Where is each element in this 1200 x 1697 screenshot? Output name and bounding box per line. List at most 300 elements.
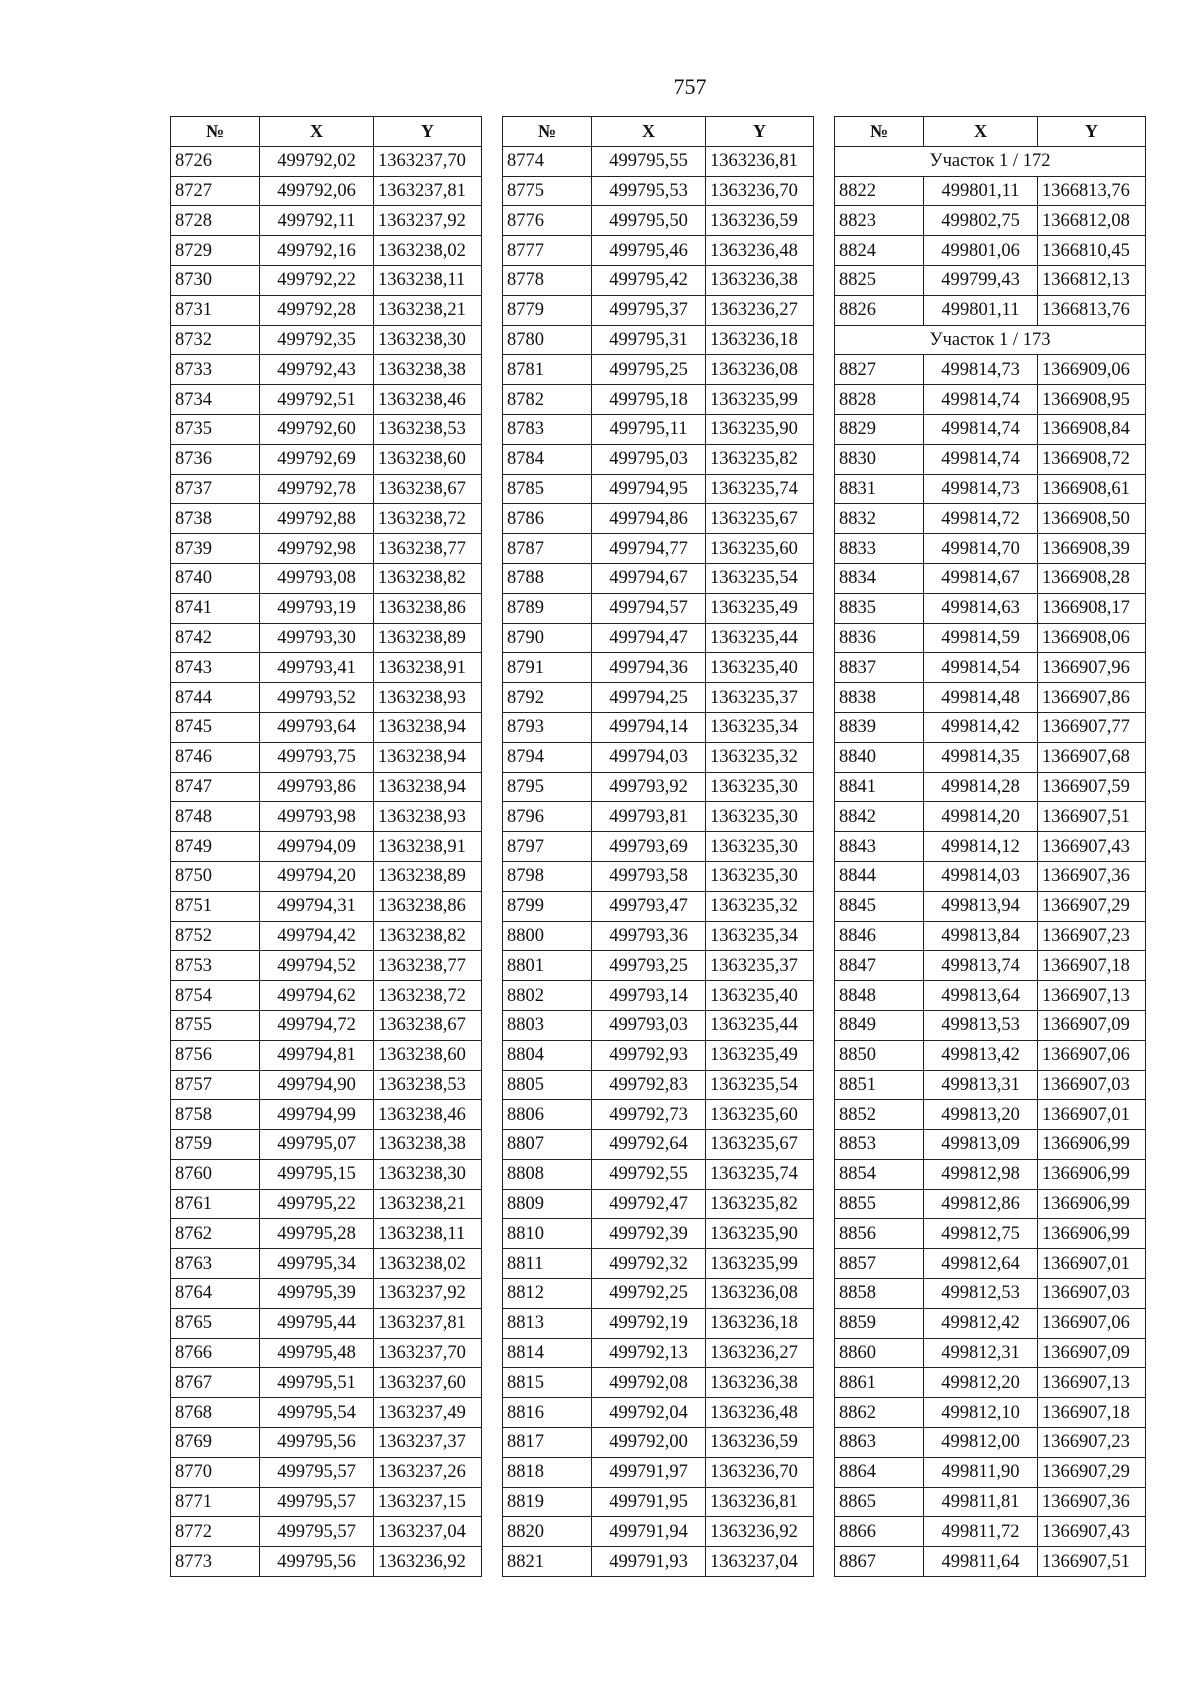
- y-coordinate-cell: 1366908,50: [1038, 504, 1146, 534]
- point-number-cell: 8788: [503, 563, 592, 593]
- x-coordinate-cell: 499811,64: [924, 1547, 1038, 1577]
- point-number-cell: 8785: [503, 474, 592, 504]
- table-row: [171, 325, 482, 355]
- x-coordinate-cell: 499814,74: [924, 414, 1038, 444]
- y-coordinate-cell: 1363237,92: [374, 206, 482, 236]
- table-row: [503, 236, 814, 266]
- y-coordinate-cell: 1363235,54: [706, 563, 814, 593]
- table-row: [835, 385, 1146, 415]
- x-coordinate-cell: 499794,62: [260, 981, 374, 1011]
- point-number-cell: 8860: [835, 1338, 924, 1368]
- y-coordinate-cell: 1366909,06: [1038, 355, 1146, 385]
- point-number-cell: 8817: [503, 1428, 592, 1458]
- point-number-cell: 8824: [835, 236, 924, 266]
- y-coordinate-cell: 1366907,13: [1038, 1368, 1146, 1398]
- coordinates-table: [502, 116, 814, 1577]
- y-coordinate-cell: 1366813,76: [1038, 295, 1146, 325]
- table-row: [171, 623, 482, 653]
- table-header-row: [171, 117, 482, 147]
- point-number-cell: 8829: [835, 414, 924, 444]
- point-number-cell: 8744: [171, 683, 260, 713]
- column-header-y: Y: [706, 117, 814, 147]
- y-coordinate-cell: 1363235,32: [706, 891, 814, 921]
- y-coordinate-cell: 1366907,36: [1038, 1487, 1146, 1517]
- y-coordinate-cell: 1363236,59: [706, 1428, 814, 1458]
- point-number-cell: 8742: [171, 623, 260, 653]
- table-row: [503, 623, 814, 653]
- point-number-cell: 8803: [503, 1010, 592, 1040]
- y-coordinate-cell: 1363235,99: [706, 1249, 814, 1279]
- table-row: [503, 1040, 814, 1070]
- y-coordinate-cell: 1363236,70: [706, 1457, 814, 1487]
- table-row: [171, 1368, 482, 1398]
- y-coordinate-cell: 1363236,48: [706, 1398, 814, 1428]
- point-number-cell: 8797: [503, 832, 592, 862]
- point-number-cell: 8852: [835, 1100, 924, 1130]
- point-number-cell: 8840: [835, 742, 924, 772]
- point-number-cell: 8787: [503, 534, 592, 564]
- y-coordinate-cell: 1366908,28: [1038, 563, 1146, 593]
- table-header-row: [835, 117, 1146, 147]
- point-number-cell: 8729: [171, 236, 260, 266]
- point-number-cell: 8864: [835, 1457, 924, 1487]
- table-row: [835, 1130, 1146, 1160]
- y-coordinate-cell: 1363237,70: [374, 146, 482, 176]
- point-number-cell: 8732: [171, 325, 260, 355]
- x-coordinate-cell: 499794,03: [592, 742, 706, 772]
- table-row: [171, 265, 482, 295]
- y-coordinate-cell: 1363236,38: [706, 1368, 814, 1398]
- y-coordinate-cell: 1366908,06: [1038, 623, 1146, 653]
- point-number-cell: 8751: [171, 891, 260, 921]
- table-row: [835, 474, 1146, 504]
- point-number-cell: 8782: [503, 385, 592, 415]
- point-number-cell: 8767: [171, 1368, 260, 1398]
- point-number-cell: 8823: [835, 206, 924, 236]
- point-number-cell: 8836: [835, 623, 924, 653]
- point-number-cell: 8752: [171, 921, 260, 951]
- table-row: [503, 1130, 814, 1160]
- coordinates-table: [834, 116, 1146, 1577]
- x-coordinate-cell: 499792,35: [260, 325, 374, 355]
- section-row: [835, 146, 1146, 176]
- point-number-cell: 8813: [503, 1308, 592, 1338]
- table-row: [503, 295, 814, 325]
- point-number-cell: 8838: [835, 683, 924, 713]
- x-coordinate-cell: 499793,25: [592, 951, 706, 981]
- section-label: Участок 1 / 173: [835, 325, 1146, 355]
- point-number-cell: 8768: [171, 1398, 260, 1428]
- point-number-cell: 8765: [171, 1308, 260, 1338]
- y-coordinate-cell: 1366908,95: [1038, 385, 1146, 415]
- table-row: [835, 206, 1146, 236]
- point-number-cell: 8827: [835, 355, 924, 385]
- point-number-cell: 8833: [835, 534, 924, 564]
- y-coordinate-cell: 1363235,30: [706, 772, 814, 802]
- point-number-cell: 8736: [171, 444, 260, 474]
- point-number-cell: 8791: [503, 653, 592, 683]
- table-row: [835, 1279, 1146, 1309]
- table-row: [171, 653, 482, 683]
- y-coordinate-cell: 1366907,43: [1038, 832, 1146, 862]
- y-coordinate-cell: 1366907,03: [1038, 1070, 1146, 1100]
- x-coordinate-cell: 499795,39: [260, 1279, 374, 1309]
- x-coordinate-cell: 499795,18: [592, 385, 706, 415]
- point-number-cell: 8764: [171, 1279, 260, 1309]
- point-number-cell: 8820: [503, 1517, 592, 1547]
- y-coordinate-cell: 1363236,81: [706, 1487, 814, 1517]
- table-row: [835, 1100, 1146, 1130]
- point-number-cell: 8818: [503, 1457, 592, 1487]
- point-number-cell: 8800: [503, 921, 592, 951]
- point-number-cell: 8841: [835, 772, 924, 802]
- x-coordinate-cell: 499792,88: [260, 504, 374, 534]
- y-coordinate-cell: 1366907,23: [1038, 921, 1146, 951]
- x-coordinate-cell: 499793,64: [260, 712, 374, 742]
- point-number-cell: 8781: [503, 355, 592, 385]
- table-row: [835, 1219, 1146, 1249]
- column-header-x: X: [592, 117, 706, 147]
- point-number-cell: 8774: [503, 146, 592, 176]
- table-row: [835, 772, 1146, 802]
- table-row: [171, 1189, 482, 1219]
- y-coordinate-cell: 1363235,99: [706, 385, 814, 415]
- table-row: [171, 1308, 482, 1338]
- point-number-cell: 8757: [171, 1070, 260, 1100]
- page-number: 757: [673, 74, 707, 99]
- table-row: [503, 1368, 814, 1398]
- point-number-cell: 8810: [503, 1219, 592, 1249]
- y-coordinate-cell: 1366907,09: [1038, 1338, 1146, 1368]
- table-row: [835, 742, 1146, 772]
- y-coordinate-cell: 1363238,60: [374, 444, 482, 474]
- point-number-cell: 8814: [503, 1338, 592, 1368]
- point-number-cell: 8861: [835, 1368, 924, 1398]
- y-coordinate-cell: 1363237,49: [374, 1398, 482, 1428]
- table-row: [503, 176, 814, 206]
- table-row: [503, 355, 814, 385]
- y-coordinate-cell: 1363235,60: [706, 1100, 814, 1130]
- y-coordinate-cell: 1363238,60: [374, 1040, 482, 1070]
- y-coordinate-cell: 1366908,84: [1038, 414, 1146, 444]
- table-row: [835, 921, 1146, 951]
- table-row: [835, 1189, 1146, 1219]
- y-coordinate-cell: 1366908,72: [1038, 444, 1146, 474]
- x-coordinate-cell: 499791,95: [592, 1487, 706, 1517]
- x-coordinate-cell: 499792,51: [260, 385, 374, 415]
- table-row: [171, 1010, 482, 1040]
- point-number-cell: 8847: [835, 951, 924, 981]
- table-row: [171, 1249, 482, 1279]
- y-coordinate-cell: 1363235,34: [706, 921, 814, 951]
- y-coordinate-cell: 1366907,09: [1038, 1010, 1146, 1040]
- table-row: [171, 563, 482, 593]
- table-row: [835, 1547, 1146, 1577]
- table-row: [835, 1487, 1146, 1517]
- x-coordinate-cell: 499794,95: [592, 474, 706, 504]
- point-number-cell: 8801: [503, 951, 592, 981]
- x-coordinate-cell: 499811,81: [924, 1487, 1038, 1517]
- y-coordinate-cell: 1363236,27: [706, 1338, 814, 1368]
- column-header-x: X: [260, 117, 374, 147]
- point-number-cell: 8731: [171, 295, 260, 325]
- table-row: [171, 1398, 482, 1428]
- y-coordinate-cell: 1363238,93: [374, 683, 482, 713]
- column-header-y: Y: [1038, 117, 1146, 147]
- table-row: [503, 1517, 814, 1547]
- y-coordinate-cell: 1363238,86: [374, 593, 482, 623]
- point-number-cell: 8809: [503, 1189, 592, 1219]
- x-coordinate-cell: 499795,51: [260, 1368, 374, 1398]
- table-row: [171, 1219, 482, 1249]
- y-coordinate-cell: 1366907,01: [1038, 1100, 1146, 1130]
- x-coordinate-cell: 499811,72: [924, 1517, 1038, 1547]
- y-coordinate-cell: 1366907,43: [1038, 1517, 1146, 1547]
- table-row: [171, 861, 482, 891]
- section-row: [835, 325, 1146, 355]
- table-row: [835, 1159, 1146, 1189]
- y-coordinate-cell: 1366907,77: [1038, 712, 1146, 742]
- table-row: [835, 444, 1146, 474]
- table-row: [171, 1338, 482, 1368]
- table-row: [171, 593, 482, 623]
- table-row: [503, 206, 814, 236]
- x-coordinate-cell: 499793,81: [592, 802, 706, 832]
- y-coordinate-cell: 1366908,39: [1038, 534, 1146, 564]
- table-row: [503, 1279, 814, 1309]
- table-row: [503, 325, 814, 355]
- y-coordinate-cell: 1363238,11: [374, 1219, 482, 1249]
- table-row: [503, 1487, 814, 1517]
- point-number-cell: 8815: [503, 1368, 592, 1398]
- x-coordinate-cell: 499795,15: [260, 1159, 374, 1189]
- x-coordinate-cell: 499793,52: [260, 683, 374, 713]
- x-coordinate-cell: 499793,92: [592, 772, 706, 802]
- point-number-cell: 8804: [503, 1040, 592, 1070]
- x-coordinate-cell: 499791,94: [592, 1517, 706, 1547]
- table-row: [503, 653, 814, 683]
- column-header-number: №: [503, 117, 592, 147]
- x-coordinate-cell: 499812,31: [924, 1338, 1038, 1368]
- y-coordinate-cell: 1363235,74: [706, 1159, 814, 1189]
- table-row: [503, 712, 814, 742]
- table-row: [835, 1428, 1146, 1458]
- point-number-cell: 8855: [835, 1189, 924, 1219]
- point-number-cell: 8811: [503, 1249, 592, 1279]
- point-number-cell: 8726: [171, 146, 260, 176]
- table-row: [835, 832, 1146, 862]
- x-coordinate-cell: 499794,81: [260, 1040, 374, 1070]
- table-row: [503, 742, 814, 772]
- point-number-cell: 8806: [503, 1100, 592, 1130]
- table-row: [835, 534, 1146, 564]
- table-row: [503, 772, 814, 802]
- x-coordinate-cell: 499792,39: [592, 1219, 706, 1249]
- y-coordinate-cell: 1363236,70: [706, 176, 814, 206]
- table-row: [835, 1040, 1146, 1070]
- point-number-cell: 8753: [171, 951, 260, 981]
- table-row: [835, 861, 1146, 891]
- table-row: [835, 265, 1146, 295]
- table-row: [503, 921, 814, 951]
- y-coordinate-cell: 1363235,44: [706, 1010, 814, 1040]
- x-coordinate-cell: 499795,48: [260, 1338, 374, 1368]
- table-row: [171, 206, 482, 236]
- point-number-cell: 8746: [171, 742, 260, 772]
- table-row: [835, 176, 1146, 206]
- table-row: [835, 414, 1146, 444]
- x-coordinate-cell: 499792,64: [592, 1130, 706, 1160]
- x-coordinate-cell: 499795,53: [592, 176, 706, 206]
- point-number-cell: 8826: [835, 295, 924, 325]
- x-coordinate-cell: 499795,31: [592, 325, 706, 355]
- y-coordinate-cell: 1366907,18: [1038, 1398, 1146, 1428]
- x-coordinate-cell: 499794,25: [592, 683, 706, 713]
- x-coordinate-cell: 499792,43: [260, 355, 374, 385]
- y-coordinate-cell: 1366906,99: [1038, 1189, 1146, 1219]
- y-coordinate-cell: 1363238,93: [374, 802, 482, 832]
- y-coordinate-cell: 1363238,91: [374, 832, 482, 862]
- y-coordinate-cell: 1363235,30: [706, 832, 814, 862]
- y-coordinate-cell: 1363236,38: [706, 265, 814, 295]
- point-number-cell: 8857: [835, 1249, 924, 1279]
- y-coordinate-cell: 1363238,86: [374, 891, 482, 921]
- table-row: [835, 683, 1146, 713]
- point-number-cell: 8737: [171, 474, 260, 504]
- point-number-cell: 8789: [503, 593, 592, 623]
- y-coordinate-cell: 1366810,45: [1038, 236, 1146, 266]
- point-number-cell: 8771: [171, 1487, 260, 1517]
- x-coordinate-cell: 499793,19: [260, 593, 374, 623]
- point-number-cell: 8835: [835, 593, 924, 623]
- x-coordinate-cell: 499812,00: [924, 1428, 1038, 1458]
- x-coordinate-cell: 499793,41: [260, 653, 374, 683]
- point-number-cell: 8761: [171, 1189, 260, 1219]
- x-coordinate-cell: 499795,42: [592, 265, 706, 295]
- table-row: [171, 444, 482, 474]
- point-number-cell: 8808: [503, 1159, 592, 1189]
- y-coordinate-cell: 1366908,61: [1038, 474, 1146, 504]
- point-number-cell: 8777: [503, 236, 592, 266]
- y-coordinate-cell: 1366906,99: [1038, 1130, 1146, 1160]
- y-coordinate-cell: 1363236,92: [374, 1547, 482, 1577]
- x-coordinate-cell: 499793,14: [592, 981, 706, 1011]
- y-coordinate-cell: 1366907,36: [1038, 861, 1146, 891]
- coordinates-table: [170, 116, 482, 1577]
- y-coordinate-cell: 1363238,02: [374, 1249, 482, 1279]
- x-coordinate-cell: 499792,28: [260, 295, 374, 325]
- y-coordinate-cell: 1363238,38: [374, 1130, 482, 1160]
- y-coordinate-cell: 1363237,15: [374, 1487, 482, 1517]
- x-coordinate-cell: 499812,98: [924, 1159, 1038, 1189]
- x-coordinate-cell: 499795,03: [592, 444, 706, 474]
- table-row: [835, 1010, 1146, 1040]
- point-number-cell: 8759: [171, 1130, 260, 1160]
- point-number-cell: 8845: [835, 891, 924, 921]
- table-row: [171, 534, 482, 564]
- point-number-cell: 8859: [835, 1308, 924, 1338]
- point-number-cell: 8727: [171, 176, 260, 206]
- table-row: [171, 1279, 482, 1309]
- table-row: [503, 534, 814, 564]
- x-coordinate-cell: 499813,64: [924, 981, 1038, 1011]
- y-coordinate-cell: 1363238,67: [374, 474, 482, 504]
- table-row: [503, 444, 814, 474]
- point-number-cell: 8790: [503, 623, 592, 653]
- x-coordinate-cell: 499795,07: [260, 1130, 374, 1160]
- point-number-cell: 8786: [503, 504, 592, 534]
- x-coordinate-cell: 499801,11: [924, 295, 1038, 325]
- y-coordinate-cell: 1366906,99: [1038, 1159, 1146, 1189]
- x-coordinate-cell: 499792,60: [260, 414, 374, 444]
- y-coordinate-cell: 1363238,94: [374, 772, 482, 802]
- point-number-cell: 8854: [835, 1159, 924, 1189]
- y-coordinate-cell: 1363235,54: [706, 1070, 814, 1100]
- x-coordinate-cell: 499801,06: [924, 236, 1038, 266]
- table-row: [503, 1219, 814, 1249]
- x-coordinate-cell: 499792,47: [592, 1189, 706, 1219]
- point-number-cell: 8779: [503, 295, 592, 325]
- y-coordinate-cell: 1363238,30: [374, 325, 482, 355]
- y-coordinate-cell: 1366907,03: [1038, 1279, 1146, 1309]
- y-coordinate-cell: 1363235,67: [706, 1130, 814, 1160]
- y-coordinate-cell: 1363236,92: [706, 1517, 814, 1547]
- x-coordinate-cell: 499793,03: [592, 1010, 706, 1040]
- table-row: [503, 1249, 814, 1279]
- column-header-y: Y: [374, 117, 482, 147]
- x-coordinate-cell: 499792,16: [260, 236, 374, 266]
- y-coordinate-cell: 1363237,04: [706, 1547, 814, 1577]
- point-number-cell: 8848: [835, 981, 924, 1011]
- y-coordinate-cell: 1366907,96: [1038, 653, 1146, 683]
- y-coordinate-cell: 1363235,49: [706, 593, 814, 623]
- point-number-cell: 8807: [503, 1130, 592, 1160]
- x-coordinate-cell: 499792,04: [592, 1398, 706, 1428]
- column-header-number: №: [835, 117, 924, 147]
- point-number-cell: 8745: [171, 712, 260, 742]
- x-coordinate-cell: 499792,19: [592, 1308, 706, 1338]
- point-number-cell: 8839: [835, 712, 924, 742]
- y-coordinate-cell: 1363236,08: [706, 355, 814, 385]
- y-coordinate-cell: 1366907,13: [1038, 981, 1146, 1011]
- point-number-cell: 8747: [171, 772, 260, 802]
- y-coordinate-cell: 1363238,89: [374, 623, 482, 653]
- x-coordinate-cell: 499812,75: [924, 1219, 1038, 1249]
- table-header-row: [503, 117, 814, 147]
- x-coordinate-cell: 499812,20: [924, 1368, 1038, 1398]
- y-coordinate-cell: 1363238,46: [374, 1100, 482, 1130]
- x-coordinate-cell: 499792,22: [260, 265, 374, 295]
- table-row: [171, 1428, 482, 1458]
- y-coordinate-cell: 1363238,30: [374, 1159, 482, 1189]
- x-coordinate-cell: 499792,98: [260, 534, 374, 564]
- y-coordinate-cell: 1363236,18: [706, 1308, 814, 1338]
- y-coordinate-cell: 1363237,37: [374, 1428, 482, 1458]
- point-number-cell: 8867: [835, 1547, 924, 1577]
- y-coordinate-cell: 1363238,02: [374, 236, 482, 266]
- table-row: [171, 712, 482, 742]
- table-row: [503, 891, 814, 921]
- x-coordinate-cell: 499799,43: [924, 265, 1038, 295]
- y-coordinate-cell: 1366907,29: [1038, 1457, 1146, 1487]
- x-coordinate-cell: 499814,73: [924, 355, 1038, 385]
- y-coordinate-cell: 1363238,82: [374, 563, 482, 593]
- point-number-cell: 8837: [835, 653, 924, 683]
- section-label: Участок 1 / 172: [835, 146, 1146, 176]
- x-coordinate-cell: 499794,09: [260, 832, 374, 862]
- x-coordinate-cell: 499794,86: [592, 504, 706, 534]
- x-coordinate-cell: 499792,13: [592, 1338, 706, 1368]
